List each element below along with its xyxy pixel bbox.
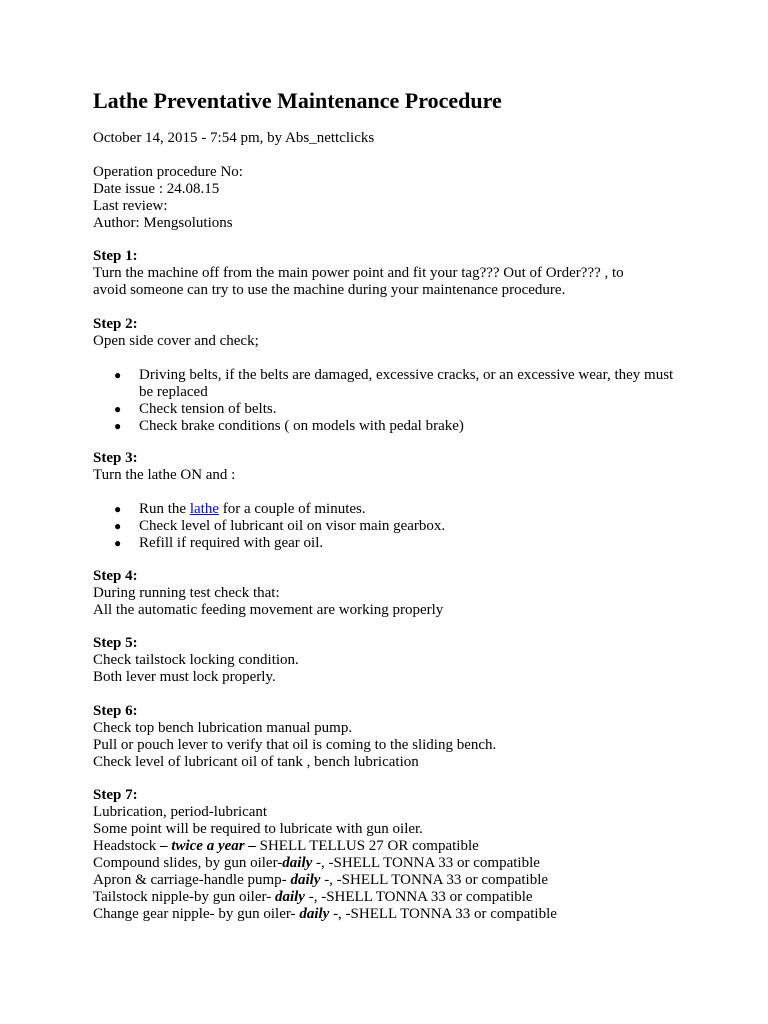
step-3-text: Turn the lathe ON and :: [93, 467, 236, 483]
step-3-section: [93, 450, 723, 484]
row-lubricant: -, -SHELL TONNA 33 or compatible: [304, 889, 533, 905]
step-1-text: Turn the machine off from the main power point and fit your tag??? Out of Order??? , to avoid someone can try to use the machine during your maintenance procedure.: [93, 265, 624, 298]
row-label: Headstock: [93, 838, 161, 854]
list-item-text: [139, 501, 723, 518]
byline: [93, 130, 723, 147]
step-4-line: During running test check that:: [93, 585, 280, 601]
row-period: daily: [282, 855, 313, 871]
lathe-link[interactable]: lathe: [189, 501, 219, 517]
step-2-section: [93, 316, 723, 350]
step-5-section: [93, 635, 723, 686]
step-7-section: [93, 787, 723, 923]
row-lubricant: -, -SHELL TONNA 33 or compatible: [312, 855, 540, 871]
meta-author: Author: Mengsolutions: [93, 215, 233, 231]
bullet-icon: ●: [114, 402, 122, 416]
meta-date-issue: Date issue : 24.08.15: [93, 181, 220, 197]
list-item: [93, 501, 723, 518]
step-2-heading: Step 2:: [93, 316, 138, 332]
step-4-section: [93, 568, 723, 619]
step-3-list: [93, 501, 723, 552]
step-4-heading: Step 4:: [93, 568, 138, 584]
byline-text: October 14, 2015 - 7:54 pm, by Abs_nettclicks: [93, 130, 375, 146]
list-item-text: Check level of lubricant oil on visor main gearbox.: [139, 518, 446, 534]
list-item: [93, 418, 723, 435]
lubrication-row-compound-slides: [93, 855, 723, 872]
step-4-line: All the automatic feeding movement are working properly: [93, 602, 444, 618]
list-item: [93, 367, 723, 401]
step-3-heading: Step 3:: [93, 450, 138, 466]
list-item-text-post: for a couple of minutes.: [219, 501, 366, 517]
list-item: [93, 401, 723, 418]
meta-procedure-no: Operation procedure No:: [93, 164, 243, 180]
list-item-text-pre: Run the: [139, 501, 190, 517]
row-label: Tailstock nipple-by gun oiler-: [93, 889, 275, 905]
step-6-line: Check level of lubricant oil of tank , bench lubrication: [93, 754, 419, 770]
lubrication-row-apron: [93, 872, 723, 889]
page-title: Lathe Preventative Maintenance Procedure: [93, 88, 502, 113]
step-7-heading: Step 7:: [93, 787, 138, 803]
step-5-line: Both lever must lock properly.: [93, 669, 276, 685]
step-7-line: Some point will be required to lubricate with gun oiler.: [93, 821, 423, 837]
row-lubricant: -, -SHELL TONNA 33 or compatible: [320, 872, 549, 888]
step-5-line: Check tailstock locking condition.: [93, 652, 299, 668]
row-lubricant: SHELL TELLUS 27 OR compatible: [255, 838, 479, 854]
list-item-text: Check tension of belts.: [139, 401, 277, 417]
document-meta: [93, 164, 723, 232]
step-6-heading: Step 6:: [93, 703, 138, 719]
step-2-list: [93, 367, 723, 435]
list-item-text: Driving belts, if the belts are damaged, excessive cracks, or an excessive wear, they must be replaced: [139, 367, 674, 400]
step-2-text: Open side cover and check;: [93, 333, 259, 349]
meta-last-review: Last review:: [93, 198, 168, 214]
lubrication-row-headstock: [93, 838, 723, 855]
step-5-heading: Step 5:: [93, 635, 138, 651]
bullet-icon: ●: [114, 368, 122, 382]
step-1-section: [93, 248, 723, 299]
bullet-icon: ●: [114, 536, 122, 550]
row-label: Compound slides, by gun oiler-: [93, 855, 283, 871]
list-item: [93, 535, 723, 552]
bullet-icon: ●: [114, 502, 122, 516]
row-label: Change gear nipple- by gun oiler-: [93, 906, 300, 922]
row-label: Apron & carriage-handle pump-: [93, 872, 291, 888]
bullet-icon: ●: [114, 519, 122, 533]
bullet-icon: ●: [114, 419, 122, 433]
step-1-heading: Step 1:: [93, 248, 138, 264]
row-lubricant: -, -SHELL TONNA 33 or compatible: [329, 906, 557, 922]
list-item-text: Refill if required with gear oil.: [139, 535, 324, 551]
list-item: [93, 518, 723, 535]
list-item-text: Check brake conditions ( on models with pedal brake): [139, 418, 464, 434]
step-6-line: Check top bench lubrication manual pump.: [93, 720, 353, 736]
row-period: daily: [290, 872, 321, 888]
step-7-line: Lubrication, period-lubricant: [93, 804, 268, 820]
row-period: daily: [274, 889, 305, 905]
row-period: – twice a year –: [160, 838, 256, 854]
step-6-section: [93, 703, 723, 771]
lubrication-row-change-gear: [93, 906, 723, 923]
row-period: daily: [299, 906, 330, 922]
step-6-line: Pull or pouch lever to verify that oil is coming to the sliding bench.: [93, 737, 497, 753]
lubrication-row-tailstock: [93, 889, 723, 906]
